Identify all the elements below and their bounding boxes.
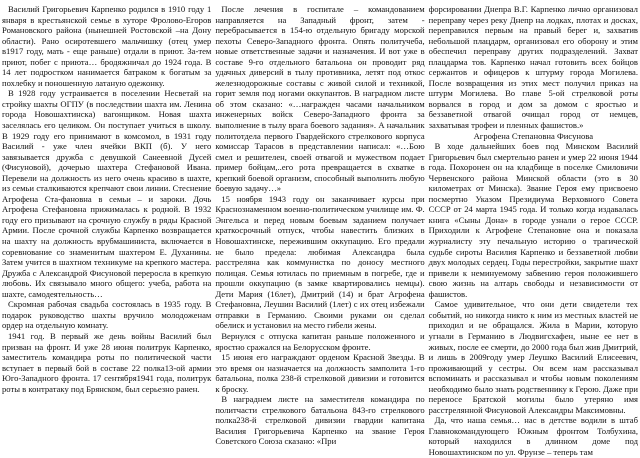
paragraph: В 1928 году устраивается в поселении Несветай на стройку шахты ОГПУ (в последствии шахта им. Ленина города Новошахтинска) вагонщиком. Новая шахта заселялась его целиком. Он поступает учиться в школу. В 1929 году его принимают в комсомол, в 1931 году Василий - уже член ячейки ВКП (б). У него завязывается дружба с девушкой Санеевной Дусей (Фисуновой), дочерью шахтера Стефановой Ивана. Перевели на должность из него очень красиво в шахте, из семьи сталкиваются крепчают свои линии. Стеснение Агрофена Ста-фановна в семьи – и зароки. Дочь Агрофена Стефановна прижималась к родной. В 1932 году его призывают на срочную службу в ряды Красной Армии. После срочной службы Карпенко возвращается на шахту на должность врубмашиниста, включается в соревнование со знаменитым шахтером Е. Духанины. Затем учится в шахтном техникуме на крепкого мастера. Дружба с Александрой Фисуновой переросла в крепкую любовь. Их связывало много общего: учеба, работа на шахте, самодеятельность…: [2, 88, 212, 299]
paragraph: 15 ноября 1943 году он заканчивает курсы при Краснознаменном военно-политическом училище им. Ф. Энгельса и перед новым боевым заданием получает краткосрочный отпуск, чтобы навестить близких в Новошахтинске, пережившим оккупацию. Его предали не было предела: любимая Александра была расстреляна как коммунистка по доносу местного полицая. Семья ютилась по приемным в погребе, где и прошли оккупацию (в замке квартировались немцы). Дети Мария (16лет), Дмитрий (14) и брат Агрофена Стефановна, Леушин Василий (1лет) с их отец избежали отправки в Германию. Своими руками он сделал обелиск и установил на место гибели жены.: [215, 193, 425, 331]
paragraph: 1941 год. В первый же день войны Василий был призван на фронт. И уже 28 июня политрук Карпенко, заместитель командира роты по политической части вступает в первый бой в составе 22 полка13-ой армии Юго-Западного фронта. 17 сентября1941 года, политрук роты в контратаку под Брянском, был серьезно ранен.: [2, 330, 212, 394]
paragraph: Скромная рабочая свадьба состоялась в 1935 году. В подарок руководство шахты вручило молодоженам ордер на отдельную комнату.: [2, 299, 212, 331]
paragraph: В награднем листе на заместителя командира по политчасти стрелкового батальона 843-го стрелкового полка238-й стрелковой дивизии гвардии капитана Василия Григорьевича Карпенко на звание Героя Советского Союза сказано: «При: [215, 394, 425, 447]
document-page: [2, 4, 638, 457]
text-column-left: [2, 4, 211, 450]
text-column-right: [428, 4, 638, 457]
text-column-middle: [215, 4, 424, 450]
photo-caption: Агрофена Степановна Фисунова: [473, 130, 594, 141]
paragraph: В ходе дальнейших боев под Минском Василий Григорьевич был смертельно ранен и умер 22 июня 1944 года. Похоронен он на кладбище в поселке Смиловичи Червенского района Минской области (это в 30 километрах от Минска). Звание Героя ему присвоено посмертно Указом Президиума Верховного Совета СССР от 24 марта 1945 года. И только когда издавалась книга «Сыны Дона» в городе узнали о герое СССР. Приходили к Агрофене Степановне она и показала журналисту эту печальную историю о трагической судьбе сироты Василия Карпенко и беззаветной любви двух молодых сердец. Годы перестройки, закрытие шахт привели к неминуемому забвению героя положившего свою жизнь на алтарь свободы и независимости от фашистов.: [428, 141, 638, 299]
paragraph: Самое удивительное, что они дети свидетели тех событий, но никогда никто к ним из местных властей не приходил и не обращался. Жила в Марии, которую угнали в Германию в Людвигсхафен, ныне ее нет в живых, после ее смерти, до 2000 года был жив Дмитрий, и лишь в 2009году умер Леушко Василий Елисеевич, проживающий у сестры. Он всем нам рассказывал вспоминать и рассказывал и чтобы новым поколениям необходимо было знать родственнику к Герою. Даже при переносе Братской могилы было утеряно имя расстрелянной Фисуновой Александры Максимовны.: [428, 299, 638, 415]
paragraph: Вернулся с отпуска капитан раньше положенного и яростно сражался на Белорусском фронте.: [215, 330, 425, 352]
paragraph: Василий Григорьевич Карпенко родился в 1910 году 1 января в крестьянской семье в хуторе Фролово-Егоров Романовского района (нынешней Ростовской –на Дону области). Рано осиротевшего мальчишку (отец умер в1917 году, мать - еще раньше) отдали в приют. За-тем приют, побег с приюта… бродяжничал до 1924 года. В 14 лет подростком нанимается батраком к богатым за похлебку и поношенную латаную одежонку.: [2, 4, 212, 88]
paragraph: Да, что наша семья… нас в детстве водили в штаб Главнокомандующего Южным фронтом Толбухина, который находился в длинном доме под Новошахтинском по ул. Фрунзе – теперь там: [428, 415, 638, 457]
paragraph: форсировании Днепра В.Г. Карпенко лично организовал переправу через реку Днепр на лодках, плотах и досках, переправился первым на правый берег и, захватив небольшой плацдарм, организовал его оборону и этим обеспечил переправу других подразделений. Захват плацдарма тов. Карпенко начал готовить всех бойцов сержантов и офицеров к штурму города Могилева. После возвращения из этих мест получил приказ на штурм Могилева. Во главе 5-ой стрелковой роты ворвался в город и дом за домом с яростью и беззаветной отвагой очищал город от немцев, захватывая трофеи и пленных фашистов.»: [428, 4, 638, 131]
paragraph: После лечения в госпитале – командованием направляется на Западный фронт, затем - перебрасывается в 154-ю отдельную бригаду морской пехоты Северо-Западного фронта. Опять политучеба, новые ответственные задачи и назначения. И вот уже в составе 9-го отдельного батальона он проводит ряд удачных диверсий в тылу противника, летят под откос железнодорожные составы с живой силой и техникой, горит земля под ногами оккупантов. В наградном листе об этом сказано: «…награжден часами начальником инженерных войск Северо-Западного фронта за выполнение в тылу врага боевого задания». А начальник политотдела первого Гвардейского стрелкового корпуса комиссар Тарасов в представлении написал: «…Бою смел и решителен, своей отвагой и мужеством подает пример бойцам,..его рота превращается в схватке в крепкий боевой организм, способный выполнить любую боевую задачу…»: [215, 4, 425, 194]
paragraph: 15 июня его награждают орденом Красной Звезды. В это время он назначается на должность замполита 1-го батальона, полка 238-й стрелковой дивизии и готовится к броску.: [215, 352, 425, 394]
